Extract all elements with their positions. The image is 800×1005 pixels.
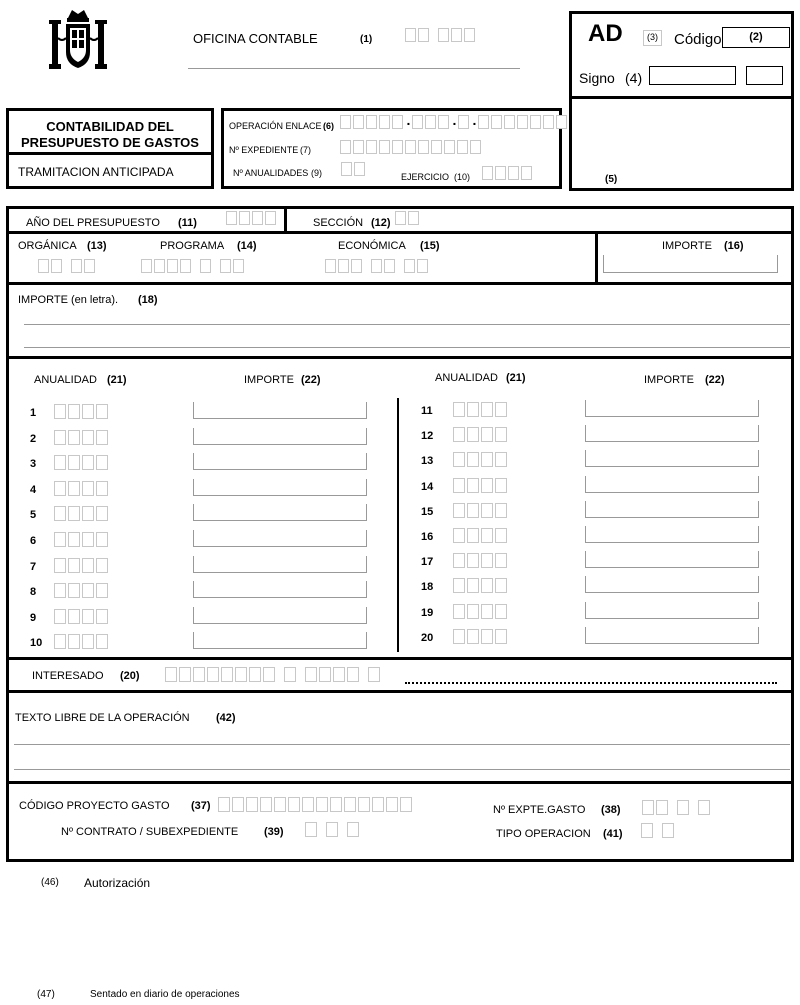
programa-cells[interactable] (141, 259, 246, 273)
anualidad-year-cells[interactable] (54, 583, 110, 598)
codigo-ref: (2) (749, 31, 763, 43)
anualidad-year-cells[interactable] (453, 604, 509, 619)
anualidad-importe-field[interactable] (585, 551, 759, 568)
interesado-dotted-line[interactable] (405, 682, 777, 684)
anualidad-year-cells[interactable] (453, 402, 509, 417)
proyecto-cells[interactable] (218, 797, 414, 812)
anualidad-importe-field[interactable] (193, 402, 367, 419)
letra-label: IMPORTE (en letra). (18, 294, 119, 306)
anualidad-row-number: 11 (421, 405, 433, 417)
anualidad-row-number: 6 (30, 535, 37, 547)
seccion-label: SECCIÓN (313, 217, 364, 229)
anualidades-cells[interactable] (341, 162, 367, 176)
anualidad-year-cells[interactable] (54, 455, 110, 470)
texto-libre-line-2[interactable] (14, 769, 790, 770)
anualidad-row-number: 16 (421, 531, 434, 543)
anio-ref: (11) (178, 217, 197, 229)
expediente-cells[interactable] (340, 140, 483, 154)
anualidad-importe-field[interactable] (585, 526, 759, 543)
anualidad-row-number: 14 (421, 480, 434, 493)
enlace-label: OPERACIÓN ENLACE (229, 121, 322, 131)
anualidad-row-number: 9 (30, 611, 37, 624)
expte-gasto-label: Nº EXPTE.GASTO (493, 804, 586, 816)
anio-seccion-divider (284, 206, 287, 233)
interesado-label: INTERESADO (32, 670, 104, 682)
anualidad-year-cells[interactable] (453, 528, 509, 543)
anualidad-row-number: 17 (421, 556, 434, 569)
oficina-contable-label: OFICINA CONTABLE (193, 31, 318, 46)
importe-ref-right: (22) (705, 374, 725, 386)
anualidad-row-number: 2 (30, 432, 37, 445)
expte-gasto-ref: (38) (601, 804, 621, 816)
row2-divider (6, 282, 794, 285)
signo-field-2[interactable] (746, 66, 783, 85)
anualidades-ref: (9) (311, 168, 322, 178)
anualidad-ref-right: (21) (506, 372, 526, 384)
economica-ref: (15) (420, 240, 440, 252)
proyecto-ref: (37) (191, 800, 211, 812)
anualidad-importe-field[interactable] (193, 453, 367, 470)
expediente-label: Nº EXPEDIENTE (229, 145, 299, 155)
anualidad-importe-field[interactable] (193, 556, 367, 573)
enlace-ref: (6) (323, 121, 334, 131)
anualidad-year-cells[interactable] (453, 452, 509, 467)
anualidad-importe-field[interactable] (193, 607, 367, 624)
autorizacion-ref: (46) (41, 877, 59, 888)
organica-cells[interactable] (38, 259, 97, 273)
anualidad-year-cells[interactable] (453, 478, 509, 493)
anualidad-importe-field[interactable] (193, 479, 367, 496)
anualidad-importe-field[interactable] (585, 400, 759, 417)
ad-box-divider (569, 96, 794, 99)
anualidad-year-cells[interactable] (54, 634, 110, 649)
importe-field[interactable] (603, 255, 778, 273)
letra-line-2[interactable] (24, 347, 790, 348)
importe-ref-left: (22) (301, 374, 321, 386)
anualidad-year-cells[interactable] (453, 503, 509, 518)
seccion-cells[interactable] (395, 211, 421, 225)
anualidad-importe-field[interactable] (585, 576, 759, 593)
anualidad-row-number: 1 (30, 407, 37, 419)
anualidad-importe-field[interactable] (585, 501, 759, 518)
sentado-label: Sentado en diario de operaciones (90, 989, 240, 1000)
anualidad-importe-field[interactable] (585, 450, 759, 467)
sentado-ref: (47) (37, 989, 55, 1000)
economica-cells[interactable] (325, 259, 430, 273)
anualidades-label: Nº ANUALIDADES (233, 168, 309, 178)
anualidad-label-left: ANUALIDAD (34, 374, 97, 386)
anualidad-row-number: 4 (30, 483, 37, 496)
title-box-divider (6, 152, 214, 155)
anualidad-year-cells[interactable] (54, 481, 110, 496)
ref5: (5) (605, 174, 618, 185)
autorizacion-label: Autorización (84, 876, 151, 890)
anualidad-row-number: 18 (421, 581, 434, 594)
anualidad-importe-field[interactable] (585, 425, 759, 442)
economica-label: ECONÓMICA (338, 240, 406, 252)
title-line3: TRAMITACION ANTICIPADA (18, 165, 174, 179)
letra-ref: (18) (138, 294, 158, 306)
ejercicio-ref: (10) (454, 172, 471, 182)
oficina-underline (188, 68, 520, 69)
row4-divider (6, 657, 794, 660)
anualidad-row-number: 12 (421, 430, 434, 443)
anio-label: AÑO DEL PRESUPUESTO (26, 217, 160, 229)
contrato-label: Nº CONTRATO / SUBEXPEDIENTE (61, 826, 239, 838)
tipo-operacion-label: TIPO OPERACION (496, 828, 591, 840)
signo-label: Signo (579, 70, 615, 86)
anualidad-row-number: 7 (30, 560, 37, 573)
ejercicio-cells[interactable] (482, 166, 534, 180)
anualidad-row-number: 10 (30, 637, 43, 650)
row5-divider (6, 690, 794, 693)
importe-label: IMPORTE (662, 240, 712, 252)
coat-of-arms-icon (44, 8, 112, 74)
importe-ref: (16) (724, 240, 744, 252)
importe-label-right: IMPORTE (644, 374, 694, 386)
anualidad-importe-field[interactable] (193, 504, 367, 521)
organica-label: ORGÁNICA (18, 240, 77, 252)
letra-line-1[interactable] (24, 324, 790, 325)
ad-title: AD (588, 20, 623, 47)
contrato-cells[interactable] (305, 822, 361, 837)
anualidad-importe-field[interactable] (193, 428, 367, 445)
anualidad-importe-field[interactable] (193, 581, 367, 598)
proyecto-label: CÓDIGO PROYECTO GASTO (19, 800, 170, 812)
anualidad-year-cells[interactable] (453, 553, 509, 568)
texto-libre-label: TEXTO LIBRE DE LA OPERACIÓN (15, 712, 190, 724)
anualidad-year-cells[interactable] (54, 404, 110, 419)
anualidad-row-number: 8 (30, 586, 37, 599)
oficina-contable-cells[interactable] (405, 28, 477, 42)
anio-cells[interactable] (226, 211, 278, 225)
anualidad-row-number: 5 (30, 509, 37, 522)
anualidades-column-divider (397, 398, 399, 652)
interesado-cells[interactable] (165, 667, 382, 682)
importe-label-left: IMPORTE (244, 374, 294, 386)
anualidad-importe-field[interactable] (585, 627, 759, 644)
anualidad-row-number: 20 (421, 631, 434, 644)
programa-label: PROGRAMA (160, 240, 225, 252)
signo-ref: (4) (625, 70, 643, 86)
importe-divider (595, 231, 598, 283)
interesado-ref: (20) (120, 670, 140, 682)
anualidad-year-cells[interactable] (54, 609, 110, 624)
anualidad-year-cells[interactable] (453, 427, 509, 442)
anualidad-year-cells[interactable] (54, 532, 110, 547)
anualidad-row-number: 3 (30, 458, 37, 471)
row3-divider (6, 356, 794, 359)
tipo-operacion-ref: (41) (603, 828, 623, 840)
anualidad-year-cells[interactable] (54, 430, 110, 445)
programa-ref: (14) (237, 240, 257, 252)
anualidad-row-number: 15 (421, 505, 434, 518)
organica-ref: (13) (87, 240, 107, 252)
anualidad-importe-field[interactable] (193, 632, 367, 649)
texto-libre-line-1[interactable] (14, 744, 790, 745)
anualidad-ref-left: (21) (107, 374, 127, 386)
contrato-ref: (39) (264, 826, 284, 838)
anualidad-year-cells[interactable] (453, 578, 509, 593)
enlace-cells[interactable]: . . . (340, 115, 569, 129)
anualidad-importe-field[interactable] (193, 530, 367, 547)
title-line1: CONTABILIDAD DEL (46, 119, 174, 134)
title-line2: PRESUPUESTO DE GASTOS (21, 135, 199, 150)
texto-libre-ref: (42) (216, 712, 236, 724)
ejercicio-label: EJERCICIO (401, 172, 450, 182)
codigo-label: Código (674, 31, 722, 48)
oficina-contable-ref: (1) (360, 34, 373, 45)
signo-field-1[interactable] (649, 66, 736, 85)
anualidad-year-cells[interactable] (453, 629, 509, 644)
anualidad-label-right: ANUALIDAD (435, 372, 498, 384)
tipo-operacion-cells[interactable] (641, 823, 676, 838)
seccion-ref: (12) (371, 217, 391, 229)
codigo-field[interactable] (722, 27, 790, 48)
anualidad-importe-field[interactable] (585, 476, 759, 493)
anualidad-importe-field[interactable] (585, 602, 759, 619)
ad-ref3: (3) (647, 32, 658, 42)
row1-divider (6, 231, 794, 234)
anualidad-row-number: 19 (421, 606, 434, 619)
row6-divider (6, 781, 794, 784)
ad-ref3-box[interactable] (643, 30, 662, 46)
anualidad-row-number: 13 (421, 455, 434, 468)
expediente-ref: (7) (300, 145, 311, 155)
expte-gasto-cells[interactable] (642, 800, 712, 815)
anualidad-year-cells[interactable] (54, 558, 110, 573)
anualidad-year-cells[interactable] (54, 506, 110, 521)
